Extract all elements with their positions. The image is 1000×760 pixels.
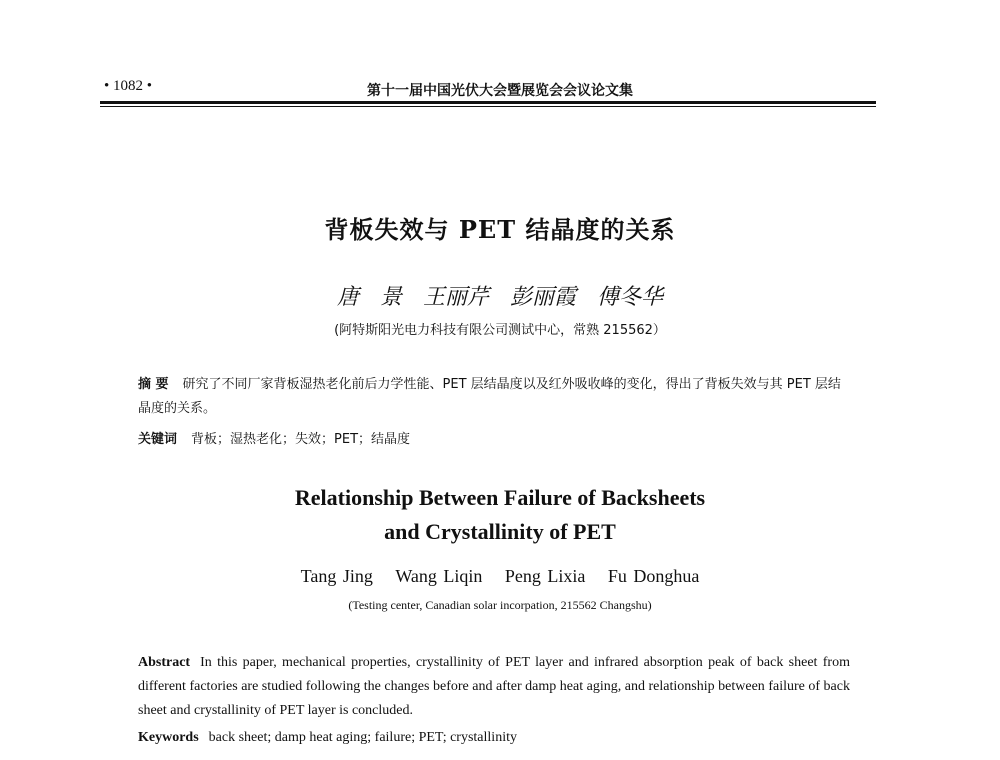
english-abstract-label: Abstract — [138, 655, 191, 670]
english-title — [0, 481, 1000, 549]
english-author: Peng Lixia — [504, 566, 586, 586]
chinese-affiliation: (阿特斯阳光电力科技有限公司测试中心，常熟 215562） — [334, 323, 666, 338]
page-number: • 1082 • — [104, 78, 153, 94]
proceedings-title: 第十一届中国光伏大会暨展览会会议论文集 — [367, 83, 633, 99]
chinese-abstract-label: 摘 要 — [138, 377, 169, 392]
english-title-line: and Crystallinity of PET — [384, 519, 616, 544]
chinese-title: 背板失效与 PET 结晶度的关系 — [324, 215, 676, 244]
english-abstract-text: In this paper, mechanical properties, crystallinity of PET layer and infrared absorption peak of back sheet from different factories are studied following the changes before and after damp heat aging, and relationship between failure of back sheet and crystallinity of PET layer is concluded. — [138, 655, 850, 718]
chinese-keywords-text: 背板；湿热老化；失效；PET；结晶度 — [191, 432, 411, 447]
english-author: Fu Donghua — [607, 566, 700, 586]
english-keywords-label: Keywords — [138, 730, 199, 745]
english-abstract — [138, 651, 850, 723]
chinese-author: 彭丽霞 — [509, 285, 576, 310]
chinese-abstract-text: 研究了不同厂家背板湿热老化前后力学性能、PET 层结晶度以及红外吸收峰的变化，得出了背板失效与其 PET 层结晶度的关系。 — [138, 377, 841, 416]
english-authors — [0, 566, 1000, 587]
english-keywords — [138, 730, 850, 746]
chinese-authors — [0, 280, 1000, 311]
english-affiliation: (Testing center, Canadian solar incorpation, 215562 Changshu) — [348, 598, 652, 612]
english-title-line: Relationship Between Failure of Backsheets — [294, 485, 706, 510]
header-rule-thin — [100, 106, 876, 107]
english-author: Wang Liqin — [395, 566, 483, 586]
english-author: Tang Jing — [300, 566, 373, 586]
chinese-keywords — [138, 428, 850, 447]
chinese-author: 王丽芹 — [422, 285, 489, 310]
chinese-keywords-label: 关键词 — [138, 432, 178, 447]
english-keywords-text: back sheet; damp heat aging; failure; PET; crystallinity — [208, 730, 517, 745]
header-rule-thick — [100, 101, 876, 104]
chinese-author: 傅冬华 — [597, 285, 664, 310]
chinese-abstract — [138, 373, 850, 421]
chinese-author: 唐 景 — [336, 285, 402, 310]
